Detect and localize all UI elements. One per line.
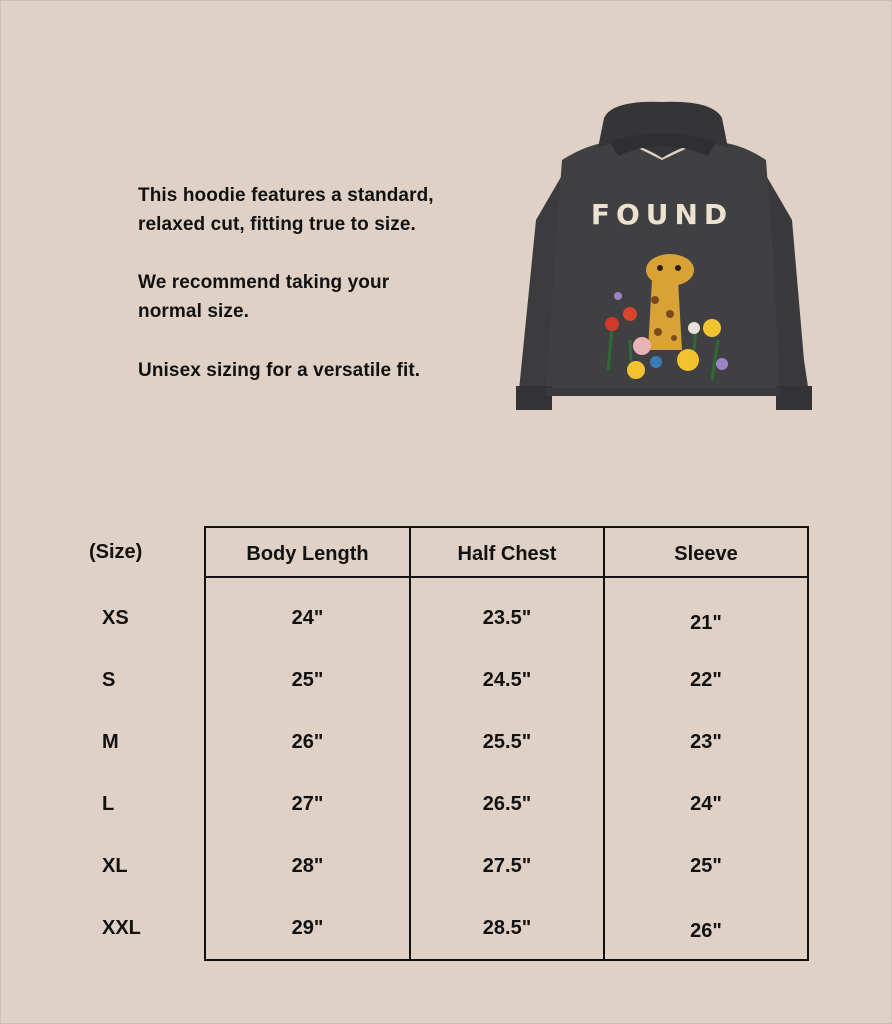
cell-l-half-chest: 26.5" [482,793,532,815]
size-header: (Size) [89,541,143,563]
fit-paragraph-1 [138,181,498,239]
size-m: M [102,731,119,753]
svg-text:FOUND: FOUND [590,198,734,231]
header-divider [206,576,807,578]
cell-m-sleeve: 23" [690,731,722,753]
cell-xxl-body-length: 29" [291,917,324,939]
cell-s-body-length: 25" [291,669,324,691]
fit-paragraph-2-line-2: normal size. [138,301,250,322]
size-s: S [102,669,116,691]
size-xl: XL [102,855,128,877]
cell-xl-sleeve: 25" [690,855,722,877]
cell-xl-half-chest: 27.5" [482,855,532,877]
cell-l-sleeve: 24" [690,793,722,815]
cell-xs-half-chest: 23.5" [482,607,532,629]
cell-s-sleeve: 22" [690,669,722,691]
header-body-length: Body Length [246,543,369,565]
hoodie-image [512,100,816,416]
cell-xl-body-length: 28" [291,855,324,877]
size-xxl: XXL [102,917,141,939]
header-half-chest: Half Chest [457,543,557,565]
cell-s-half-chest: 24.5" [482,669,532,691]
header-sleeve: Sleeve [674,543,738,565]
fit-description [138,181,498,385]
cell-xs-sleeve: 21" [690,612,722,634]
size-l: L [102,793,115,815]
cell-xxl-half-chest: 28.5" [482,917,532,939]
cell-xxl-sleeve: 26" [690,920,722,942]
size-xs: XS [102,607,129,629]
fit-paragraph-1-line-2: relaxed cut, fitting true to size. [138,214,416,235]
cell-l-body-length: 27" [291,793,324,815]
cell-xs-body-length: 24" [291,607,324,629]
fit-paragraph-2 [138,268,498,326]
fit-paragraph-2-line-1: We recommend taking your [138,272,390,293]
fit-paragraph-3: Unisex sizing for a versatile fit. [138,360,421,381]
product-image [512,100,816,416]
fit-paragraph-1-line-1: This hoodie features a standard, [138,185,434,206]
cell-m-body-length: 26" [291,731,324,753]
size-chart-table [204,526,809,961]
cell-m-half-chest: 25.5" [482,731,532,753]
